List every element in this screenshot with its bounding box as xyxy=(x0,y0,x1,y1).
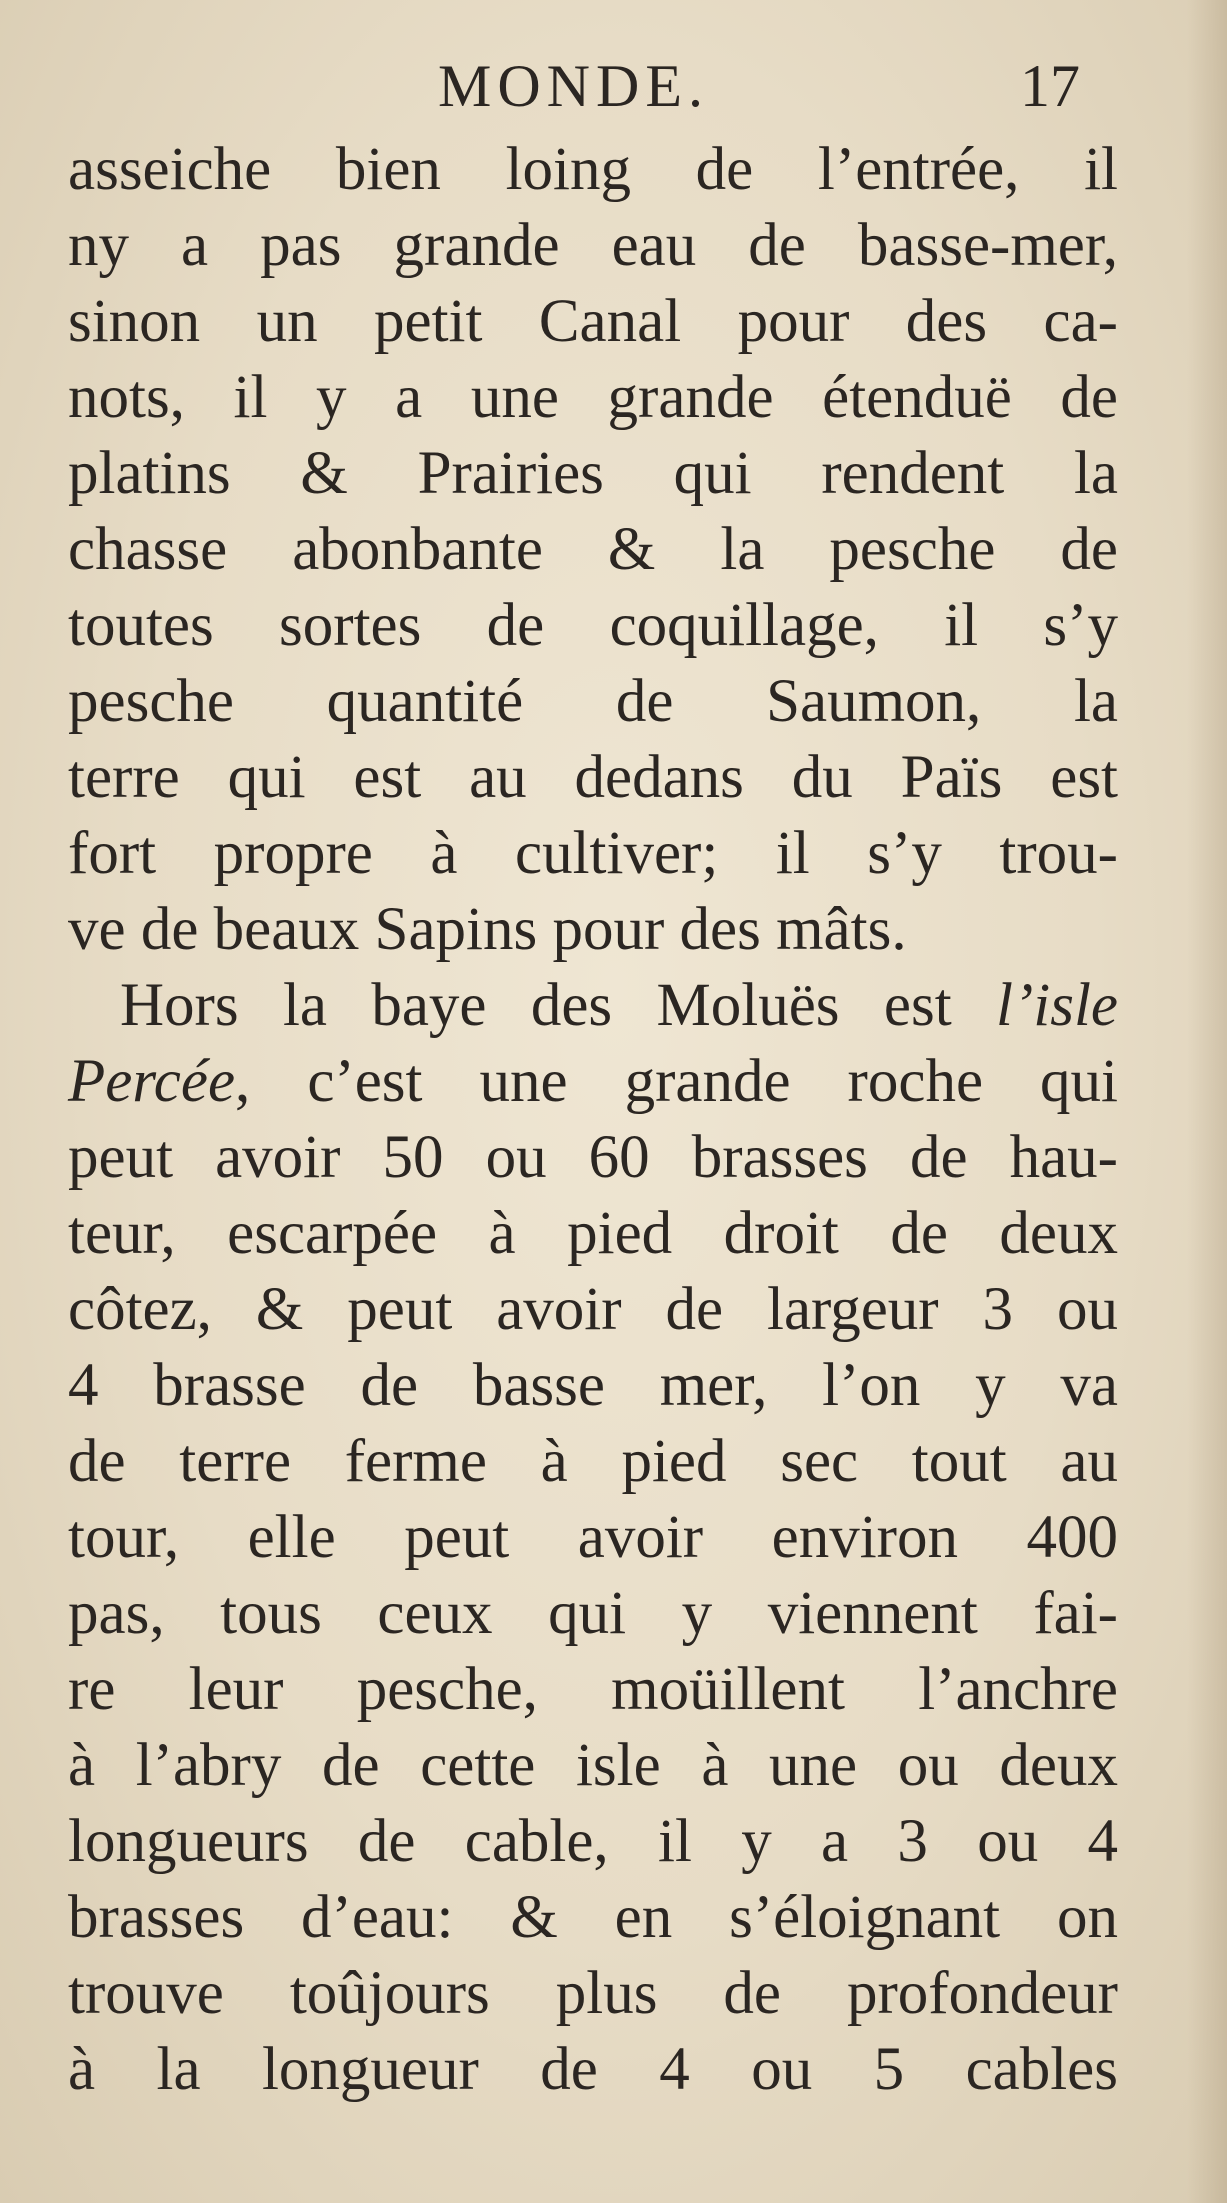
text-line: pesche quantité de Saumon, la xyxy=(68,668,1118,735)
text-line: Hors la baye des Moluës est l’isle xyxy=(120,972,1118,1039)
text-line: de terre ferme à pied sec tout au xyxy=(68,1428,1118,1495)
text-line: pas, tous ceux qui y viennent fai- xyxy=(68,1580,1118,1647)
text-line: terre qui est au dedans du Païs est xyxy=(68,744,1118,811)
text-line: teur, escarpée à pied droit de deux xyxy=(68,1200,1118,1267)
text-line: trouve toûjours plus de profondeur xyxy=(68,1960,1118,2027)
text-line: côtez, & peut avoir de largeur 3 ou xyxy=(68,1276,1118,1343)
page-header xyxy=(0,52,1227,132)
body-text xyxy=(68,132,1118,2108)
text-line: re leur pesche, moüillent l’anchre xyxy=(68,1656,1118,1723)
text-line: longueurs de cable, il y a 3 ou 4 xyxy=(68,1808,1118,1875)
text-line: nots, il y a une grande étenduë de xyxy=(68,364,1118,431)
text-line: asseiche bien loing de l’entrée, il xyxy=(68,136,1118,203)
text-line: chasse abonbante & la pesche de xyxy=(68,516,1118,583)
text-line: 4 brasse de basse mer, l’on y va xyxy=(68,1352,1118,1419)
text-line: à la longueur de 4 ou 5 cables xyxy=(68,2036,1118,2103)
running-head: MONDE. xyxy=(438,53,709,119)
text-line: fort propre à cultiver; il s’y trou- xyxy=(68,820,1118,887)
page-number: 17 xyxy=(1020,53,1080,119)
text-line: tour, elle peut avoir environ 400 xyxy=(68,1504,1118,1571)
text-line: à l’abry de cette isle à une ou deux xyxy=(68,1732,1118,1799)
text-line: ny a pas grande eau de basse-mer, xyxy=(68,212,1118,279)
text-line: platins & Prairies qui rendent la xyxy=(68,440,1118,507)
text-line: ve de beaux Sapins pour des mâts. xyxy=(68,896,907,963)
page-edge-shadow xyxy=(1187,0,1227,2203)
text-line: sinon un petit Canal pour des ca- xyxy=(68,288,1118,355)
text-line: peut avoir 50 ou 60 brasses de hau- xyxy=(68,1124,1118,1191)
text-line: toutes sortes de coquillage, il s’y xyxy=(68,592,1118,659)
text-line: brasses d’eau: & en s’éloignant on xyxy=(68,1884,1118,1951)
text-line: Percée, c’est une grande roche qui xyxy=(68,1048,1118,1115)
